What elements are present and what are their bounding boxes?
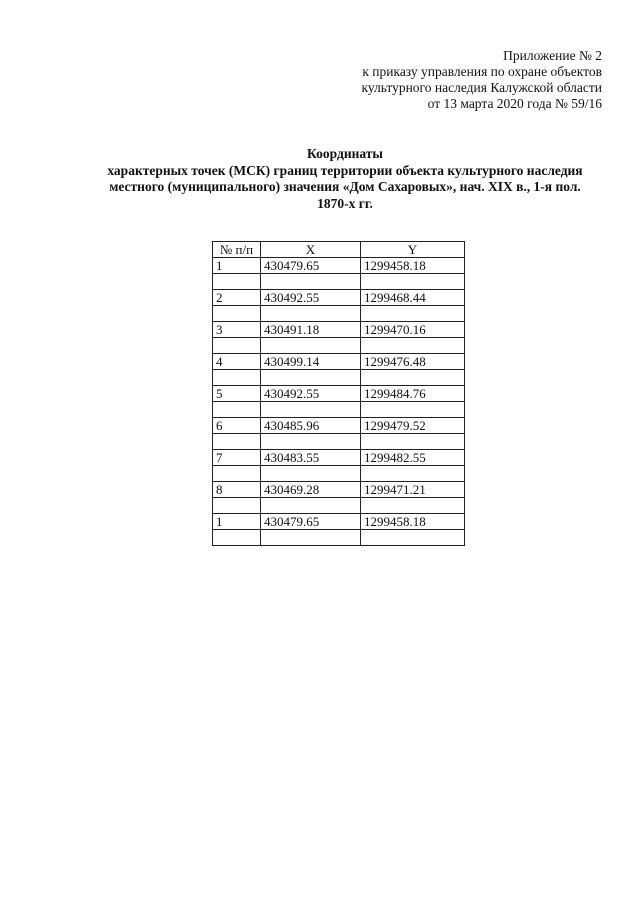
cell-x: 430492.55: [261, 290, 361, 306]
appendix-number: Приложение № 2: [503, 48, 602, 63]
table-row: [213, 482, 465, 498]
heading-line-1: характерных точек (МСК) границ территории объекта культурного наследия: [107, 162, 583, 178]
empty-cell: [261, 306, 361, 322]
table-row: [213, 386, 465, 402]
cell-point-number: 4: [213, 354, 261, 370]
empty-cell: [361, 434, 465, 450]
cell-y: 1299470.16: [361, 322, 465, 338]
cell-point-number: 7: [213, 450, 261, 466]
empty-cell: [213, 498, 261, 514]
cell-point-number: 3: [213, 322, 261, 338]
appendix-order-reference: к приказу управления по охране объектов: [362, 64, 602, 79]
cell-y: 1299479.52: [361, 418, 465, 434]
column-header-y: Y: [361, 242, 465, 258]
empty-cell: [261, 530, 361, 546]
cell-x: 430499.14: [261, 354, 361, 370]
appendix-authority: культурного наследия Калужской области: [361, 80, 602, 95]
empty-cell: [361, 370, 465, 386]
empty-cell: [213, 434, 261, 450]
table-header-row: [213, 242, 465, 258]
empty-cell: [361, 338, 465, 354]
empty-cell: [361, 306, 465, 322]
cell-y: 1299468.44: [361, 290, 465, 306]
table-row: [213, 322, 465, 338]
empty-cell: [213, 274, 261, 290]
cell-x: 430469.28: [261, 482, 361, 498]
heading-title: Координаты: [307, 146, 383, 161]
empty-cell: [361, 498, 465, 514]
cell-x: 430483.55: [261, 450, 361, 466]
empty-cell: [261, 498, 361, 514]
cell-x: 430479.65: [261, 258, 361, 274]
empty-cell: [213, 338, 261, 354]
table-spacer-row: [213, 338, 465, 354]
cell-point-number: 2: [213, 290, 261, 306]
appendix-block: [361, 48, 602, 112]
table-spacer-row: [213, 530, 465, 546]
table-row: [213, 514, 465, 530]
table-spacer-row: [213, 466, 465, 482]
empty-cell: [261, 274, 361, 290]
empty-cell: [361, 402, 465, 418]
table-spacer-row: [213, 306, 465, 322]
cell-point-number: 6: [213, 418, 261, 434]
table-spacer-row: [213, 402, 465, 418]
cell-y: 1299471.21: [361, 482, 465, 498]
empty-cell: [213, 306, 261, 322]
cell-x: 430479.65: [261, 514, 361, 530]
table-row: [213, 290, 465, 306]
empty-cell: [361, 466, 465, 482]
empty-cell: [361, 274, 465, 290]
heading-line-3: 1870-х гг.: [317, 195, 373, 211]
table-spacer-row: [213, 434, 465, 450]
cell-y: 1299458.18: [361, 514, 465, 530]
table-spacer-row: [213, 498, 465, 514]
cell-point-number: 1: [213, 514, 261, 530]
empty-cell: [213, 370, 261, 386]
table-row: [213, 354, 465, 370]
column-header-number: № п/п: [213, 242, 261, 258]
table-row: [213, 258, 465, 274]
document-heading: [60, 146, 630, 212]
empty-cell: [361, 530, 465, 546]
coordinates-table: [212, 241, 465, 546]
column-header-x: X: [261, 242, 361, 258]
heading-line-2: местного (муниципального) значения «Дом Сахаровых», нач. XIX в., 1-я пол.: [109, 179, 581, 194]
cell-y: 1299482.55: [361, 450, 465, 466]
table-header: [213, 242, 465, 258]
table-spacer-row: [213, 274, 465, 290]
empty-cell: [213, 402, 261, 418]
table-row: [213, 418, 465, 434]
table-body: [213, 258, 465, 546]
cell-x: 430491.18: [261, 322, 361, 338]
empty-cell: [261, 434, 361, 450]
table-spacer-row: [213, 370, 465, 386]
cell-y: 1299458.18: [361, 258, 465, 274]
appendix-date: от 13 марта 2020 года № 59/16: [427, 96, 602, 111]
empty-cell: [213, 466, 261, 482]
cell-x: 430485.96: [261, 418, 361, 434]
cell-y: 1299476.48: [361, 354, 465, 370]
cell-y: 1299484.76: [361, 386, 465, 402]
cell-x: 430492.55: [261, 386, 361, 402]
empty-cell: [261, 338, 361, 354]
table-row: [213, 450, 465, 466]
empty-cell: [261, 402, 361, 418]
cell-point-number: 5: [213, 386, 261, 402]
empty-cell: [213, 530, 261, 546]
empty-cell: [261, 370, 361, 386]
cell-point-number: 1: [213, 258, 261, 274]
cell-point-number: 8: [213, 482, 261, 498]
empty-cell: [261, 466, 361, 482]
